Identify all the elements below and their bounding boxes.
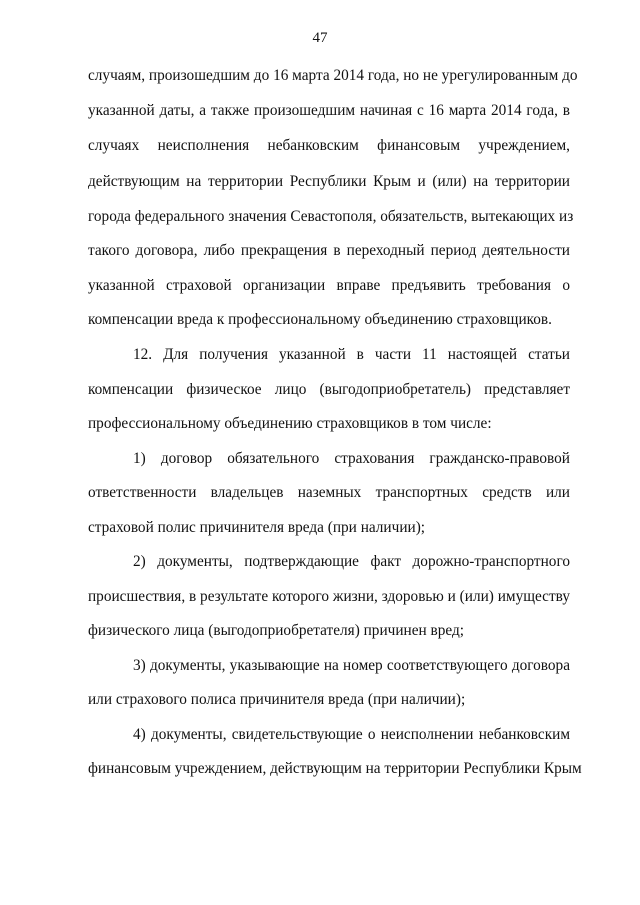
text-line: действующим на территории Республики Крым и (или) на территории bbox=[88, 173, 570, 190]
text-line: случаях неисполнения небанковским финансовым учреждением, bbox=[88, 137, 570, 154]
text-line: указанной страховой организации вправе предъявить требования о bbox=[88, 277, 570, 294]
text-line: такого договора, либо прекращения в переходный период деятельности bbox=[88, 242, 570, 259]
text-line: 1) договор обязательного страхования гражданско-правовой bbox=[133, 450, 570, 467]
text-line: города федерального значения Севастополя, обязательств, вытекающих из bbox=[88, 208, 574, 225]
text-line: физического лица (выгодоприобретателя) причинен вред; bbox=[88, 622, 464, 639]
page-number: 47 bbox=[312, 30, 328, 46]
text-line: 3) документы, указывающие на номер соответствующего договора bbox=[133, 657, 570, 674]
text-line: профессиональному объединению страховщиков в том числе: bbox=[88, 415, 492, 432]
text-line: компенсации вреда к профессиональному объединению страховщиков. bbox=[88, 311, 552, 328]
text-line: ответственности владельцев наземных транспортных средств или bbox=[88, 484, 570, 501]
text-line: 2) документы, подтверждающие факт дорожно-транспортного bbox=[133, 553, 570, 570]
text-line: указанной даты, а также произошедшим начиная с 16 марта 2014 года, в bbox=[88, 102, 570, 119]
text-line: страховой полис причинителя вреда (при наличии); bbox=[88, 519, 426, 536]
text-line: происшествия, в результате которого жизни, здоровью и (или) имуществу bbox=[88, 588, 570, 605]
text-line: финансовым учреждением, действующим на территории Республики Крым bbox=[88, 760, 582, 777]
text-line: компенсации физическое лицо (выгодоприобретатель) представляет bbox=[88, 381, 570, 398]
text-line: или страхового полиса причинителя вреда (при наличии); bbox=[88, 691, 466, 708]
text-line: 12. Для получения указанной в части 11 настоящей статьи bbox=[133, 346, 570, 363]
text-line: 4) документы, свидетельствующие о неисполнении небанковским bbox=[133, 726, 570, 743]
text-line: случаям, произошедшим до 16 марта 2014 года, но не урегулированным до bbox=[88, 67, 578, 84]
